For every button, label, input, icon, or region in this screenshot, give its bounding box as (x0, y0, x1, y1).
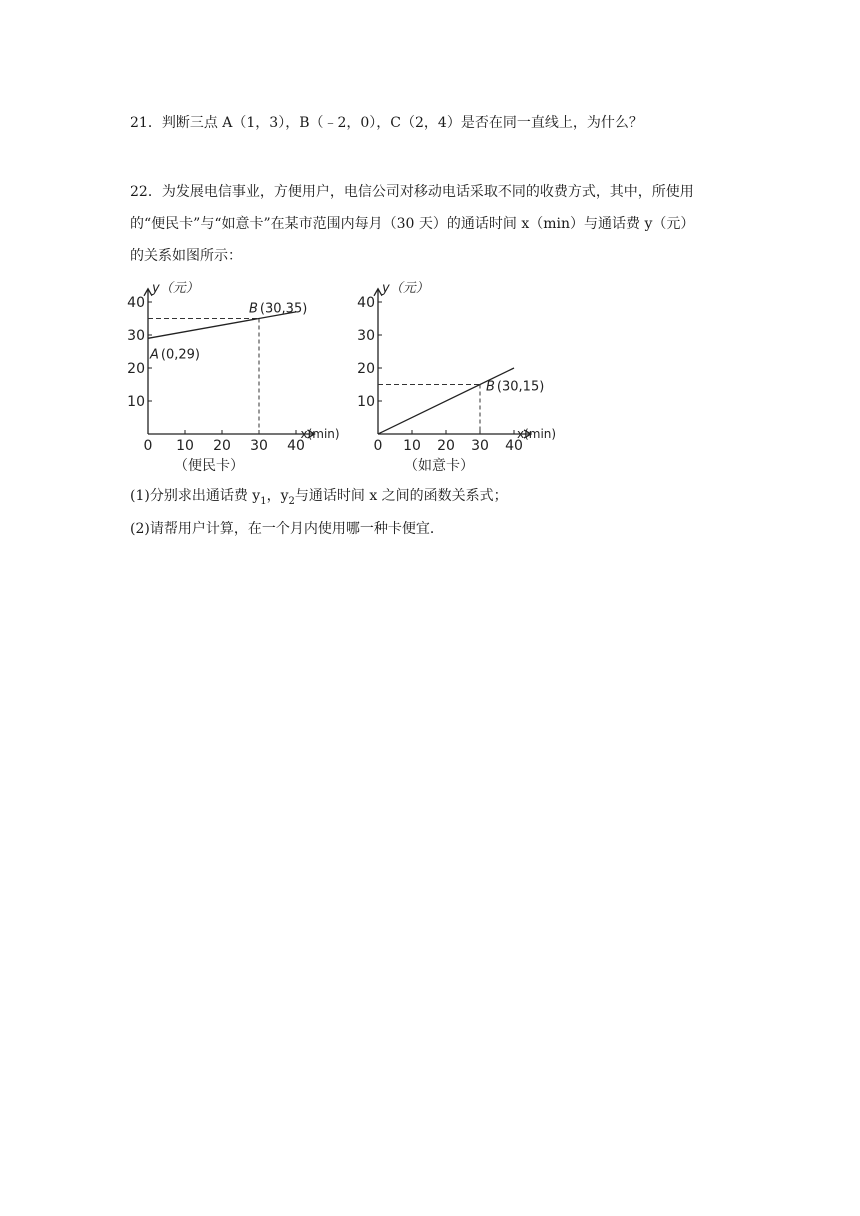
x-tick-label: 40 (505, 438, 523, 454)
question-22-line-1: 22．为发展电信事业，方便用户，电信公司对移动电话采取不同的收费方式，其中，所使用 (130, 184, 694, 200)
x-axis-label: x(min) (300, 427, 340, 441)
x-tick-label: 30 (471, 438, 489, 454)
y-tick-label: 20 (357, 361, 375, 377)
x-tick-label: 0 (143, 438, 153, 454)
x-tick-label: 10 (403, 438, 421, 454)
question-21: 21．判断三点 A（1，3），B（﹣2，0），C（2，4）是否在同一直线上，为什么？ (130, 115, 643, 131)
point-label-A: A (0,29) (150, 347, 200, 363)
question-22-line-3: 的关系如图所示： (130, 248, 242, 264)
point-label-B: B (30,15) (486, 379, 545, 395)
x-tick-label: 0 (373, 438, 383, 454)
x-axis-label: x(min) (517, 427, 557, 441)
y-axis-label: y（元） (152, 280, 199, 296)
y-tick-label: 40 (127, 295, 145, 311)
subquestion-1: (1)分别求出通话费 $y_1$，$y_2$与通话时间 x 之间的函数关系式； (130, 488, 508, 507)
series-line (378, 368, 514, 434)
x-tick-label: 20 (213, 438, 231, 454)
y-axis-label: y（元） (382, 280, 429, 296)
subquestion-2: (2)请帮用户计算，在一个月内使用哪一种卡便宜． (130, 521, 444, 537)
chart-ruyi-card (352, 280, 572, 480)
chart-caption: （如意卡） (404, 458, 474, 474)
question-22-line-2: 的“便民卡”与“如意卡”在某市范围内每月（30 天）的通话时间 x（min）与通话费 y（元） (130, 216, 695, 232)
y-tick-label: 10 (127, 394, 145, 410)
x-tick-label: 20 (437, 438, 455, 454)
y-tick-label: 40 (357, 295, 375, 311)
x-tick-label: 40 (287, 438, 305, 454)
y-tick-label: 20 (127, 361, 145, 377)
y-tick-label: 30 (357, 328, 375, 344)
x-tick-label: 10 (176, 438, 194, 454)
y-tick-label: 10 (357, 394, 375, 410)
y-tick-label: 30 (127, 328, 145, 344)
point-label-B: B (30,35) (249, 301, 308, 317)
x-tick-label: 30 (250, 438, 268, 454)
chart-caption: （便民卡） (174, 458, 244, 474)
chart-bianmin-card (127, 270, 340, 480)
